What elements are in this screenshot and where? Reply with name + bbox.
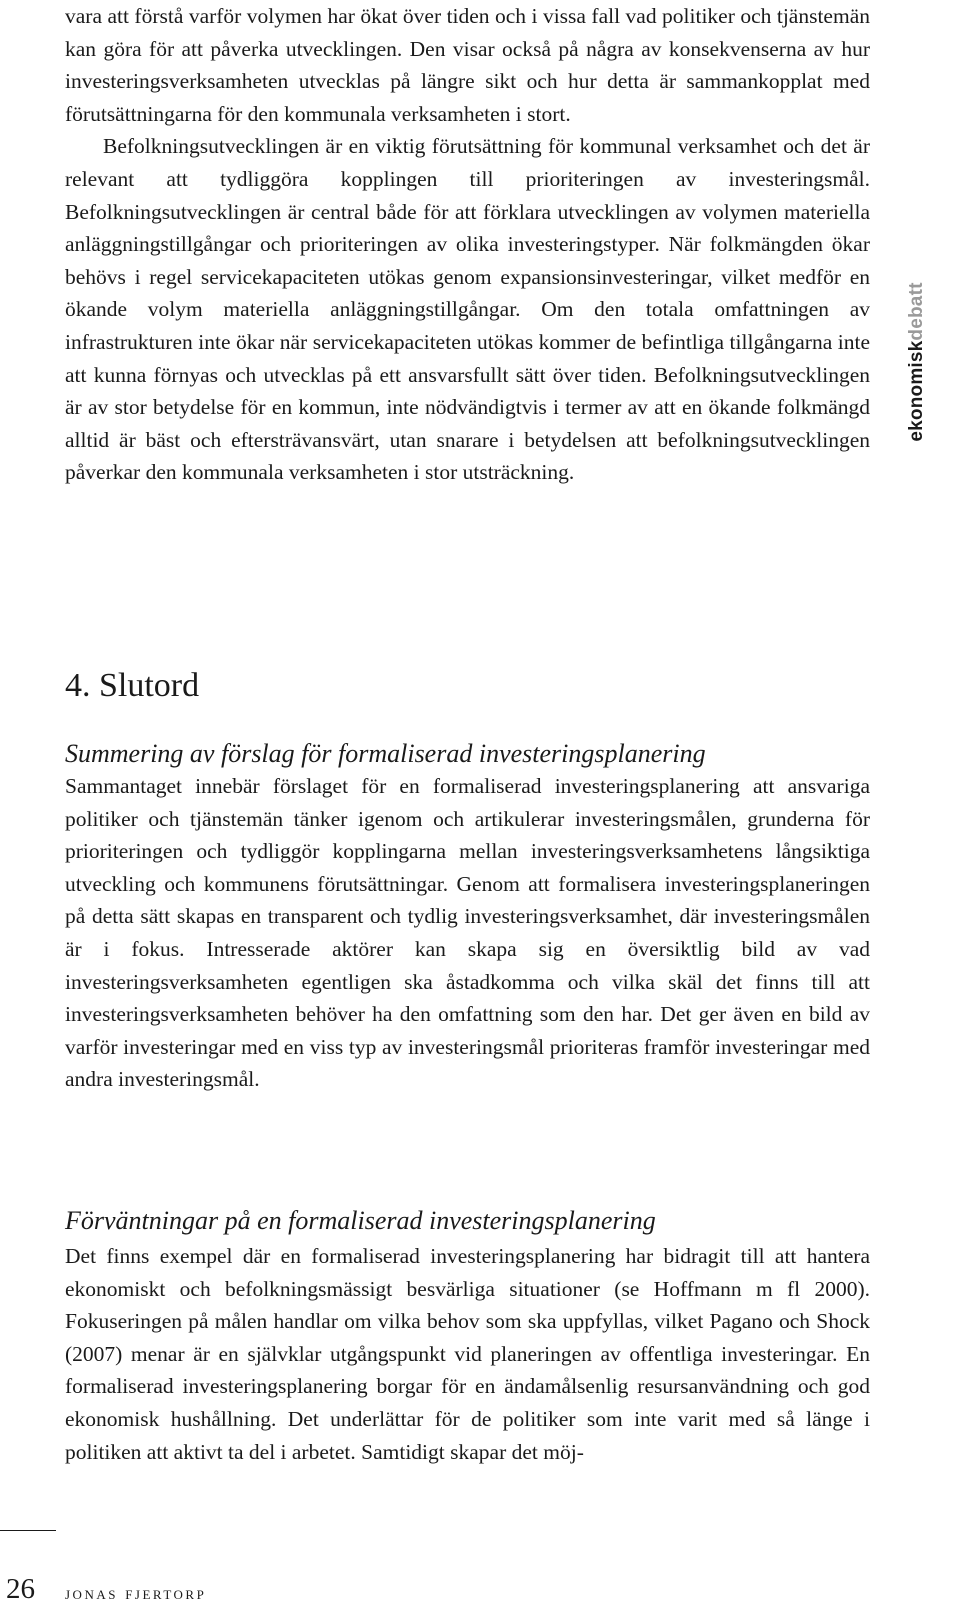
- journal-side-label: [906, 282, 928, 441]
- journal-label-part1: ekonomisk: [906, 340, 927, 442]
- body-text-summary: [65, 770, 870, 1096]
- paragraph: Befolkningsutvecklingen är en viktig förutsättning för kommunal verksamhet och det är relevant att tydliggöra kopplingen till prioriteringen av investeringsmål. Befolkningsutvecklingen är central både för att förklara utvecklingen av volymen materiella anläggningstillgångar och prioriteringen av olika investeringstyper. När folkmängden ökar behövs i regel servicekapaciteten utökas genom expansionsinvesteringar, vilket medför en ökande volym materiella anläggningstillgångar. Om den totala omfattningen av infrastrukturen inte ökar när servicekapaciteten utökas kommer de befintliga tillgångarna inte att kunna förnyas och utvecklas på ett ansvarsfullt sätt över tiden. Befolkningsutvecklingen är av stor betydelse för en kommun, inte nödvändigtvis i termer av att en ökande folkmängd alltid är bäst och eftersträvansvärt, utan snarare i betydelsen att befolkningsutvecklingen påverkar den kommunala verksamheten i stor utsträckning.: [65, 134, 870, 485]
- subheading-expectations: Förväntningar på en formaliserad investeringsplanering: [65, 1206, 656, 1235]
- running-footer-author: jonas fjertorp: [65, 1583, 207, 1604]
- body-text-expectations: [65, 1240, 870, 1468]
- footer-rule: [0, 1530, 56, 1531]
- subheading-summary: Summering av förslag för formaliserad investeringsplanering: [65, 739, 706, 768]
- paragraph: Sammantaget innebär förslaget för en formaliserad investeringsplanering att ansvariga politiker och tjänstemän tänker igenom och artikulerar investeringsmålen, grunderna för prioriteringen och tydliggör kopplingarna mellan investeringsverksamhetens långsiktiga utveckling och kommunens förutsättningar. Genom att formalisera investeringsplaneringen på detta sätt skapas en transparent och tydlig investeringsverksamhet, där investeringsmålen är i fokus. Intresserade aktörer kan skapa sig en översiktlig bild av vad investeringsverksamheten egentligen ska åstadkomma och vilka skäl det finns till att investeringsverksamheten behöver ha den omfattning som den har. Det ger även en bild av varför investeringar med en viss typ av investeringsmål prioriteras framför investeringar med andra investeringsmål.: [65, 774, 870, 1092]
- paragraph: vara att förstå varför volymen har ökat över tiden och i vissa fall vad politiker och tjänstemän kan göra för att påverka utvecklingen. Den visar också på några av konsekvenserna av hur investeringsverksamheten utvecklas på längre sikt och hur detta är sammankopplat med förutsättningarna för den kommunala verksamheten i stort.: [65, 4, 870, 126]
- body-text-top: [65, 0, 870, 489]
- section-title: 4. Slutord: [65, 667, 200, 704]
- paragraph: Det finns exempel där en formaliserad investeringsplanering har bidragit till att hantera ekonomiskt och befolkningsmässigt besvärliga situationer (se Hoffmann m fl 2000). Fokuseringen på målen handlar om vilka behov som ska uppfyllas, vilket Pagano och Shock (2007) menar är en självklar utgångspunkt vid planeringen av offentliga investeringar. En formaliserad investeringsplanering borgar för en ändamålsenlig resursanvändning och god ekonomisk hushållning. Det underlättar för de politiker som inte varit med så länge i politiken att aktivt ta del i arbetet. Samtidigt skapar det möj-: [65, 1244, 870, 1464]
- page-number: 26: [6, 1573, 35, 1605]
- journal-label-part2: debatt: [906, 282, 927, 341]
